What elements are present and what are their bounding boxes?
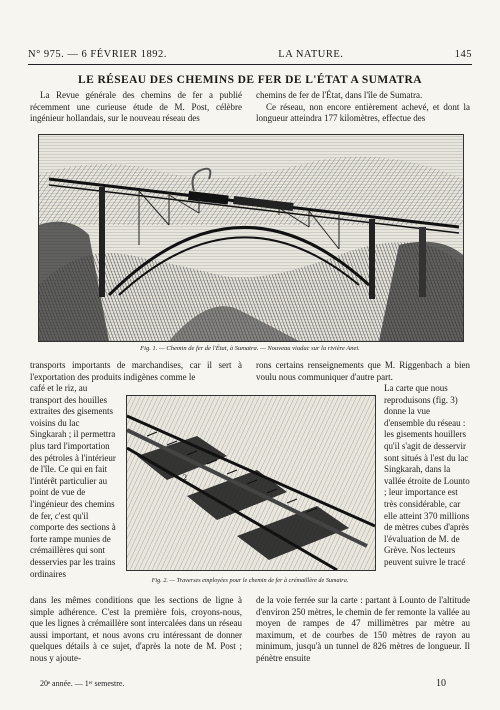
sleepers-illustration — [127, 396, 375, 570]
journal-name: LA NATURE. — [278, 48, 344, 60]
figure-2-caption: Fig. 2. — Traverses employées pour le chemin de fer à crémaillère de Sumatra. — [151, 577, 349, 584]
text-left-narrow: café et le riz, au transport des houilles extraites des gisements voisins du lac Singkarah ; il permettra plus tard l'importation des pétroles à l'intérieur de l'île. Ce qui en fait l'intérêt particulier au point de vue de l'ingénieur des chemins de fer, c'est qu'il comporte des sections à forte rampe munies de crémaillères qui sont desservies par les trains ordinaires — [30, 383, 116, 579]
text-right-narrow: La carte que nous reproduisons (fig. 3) donne la vue d'ensemble du réseau : les gisements houillers qu'il s'agit de desservir sont situés à l'est du lac Singkarah, dans la vallée étroite de Lounto ; leur importance est très considérable, car elle atteint 370 millions de mètres cubes d'après l'évaluation de M. de Grève. Nos lecteurs peuvent suivre le tracé — [384, 383, 470, 567]
footer-page-number: 10 — [436, 677, 446, 689]
figure-1-caption: Fig. 1. — Chemin de fer de l'État, à Sumatra. — Nouveau viaduc sur la rivière Anei. — [140, 345, 360, 352]
figure-viaduct — [38, 134, 464, 342]
intro-left-column: La Revue générale des chemins de fer a publié récemment une curieuse étude de M. Post, célèbre ingénieur hollandais, sur le nouveau réseau des — [30, 90, 242, 124]
page-footer — [40, 676, 460, 690]
intro-right-paragraph: Ce réseau, non encore entièrement achevé, et dont la longueur atteindra 177 kilomètres, effectue des — [256, 101, 470, 124]
text-left-bottom: dans les mêmes conditions que les sections de ligne à simple adhérence. C'est la première fois, croyons-nous, que les lignes à crémaillère sont intercalées dans un réseau aussi important, et nous avons cru intéressant de donner quelques détails à ce sujet, d'après la note de M. Post ; nous y ajoute- — [30, 595, 242, 663]
intro-right-line: chemins de fer de l'État, dans l'île de Sumatra. — [256, 90, 423, 100]
figure-sleepers — [126, 395, 376, 571]
header-page-number: 145 — [454, 48, 472, 60]
text-right-bottom: de la voie ferrée sur la carte : partant à Lounto de l'altitude d'environ 250 mètres, le chemin de fer remonte la vallée au moyen de rampes de 47 millimètres par mètre au maximum, et de courbes de 150 mètres de rayon au minimum, jusqu'à un tunnel de 826 mètres de longueur. Il pénètre ensuite — [256, 595, 470, 663]
page-header — [28, 46, 472, 62]
issue-line: N° 975. — 6 FÉVRIER 1892. — [28, 48, 167, 60]
text-right-top: rons certains renseignements que M. Riggenbach a bien voulu nous communiquer d'autre part. — [256, 360, 470, 382]
header-rule — [28, 64, 472, 65]
text-left-top: transports importants de marchandises, car il sert à l'exportation des produits indigènes comme le — [30, 360, 242, 382]
figure-2-label: 2 — [183, 473, 187, 482]
article-title: LE RÉSEAU DES CHEMINS DE FER DE L'ÉTAT A SUMATRA — [78, 74, 422, 86]
volume-line: 20ᵉ année. — 1ᵉʳ semestre. — [40, 678, 125, 688]
intro-right-column — [256, 90, 470, 125]
viaduct-illustration — [39, 135, 463, 341]
